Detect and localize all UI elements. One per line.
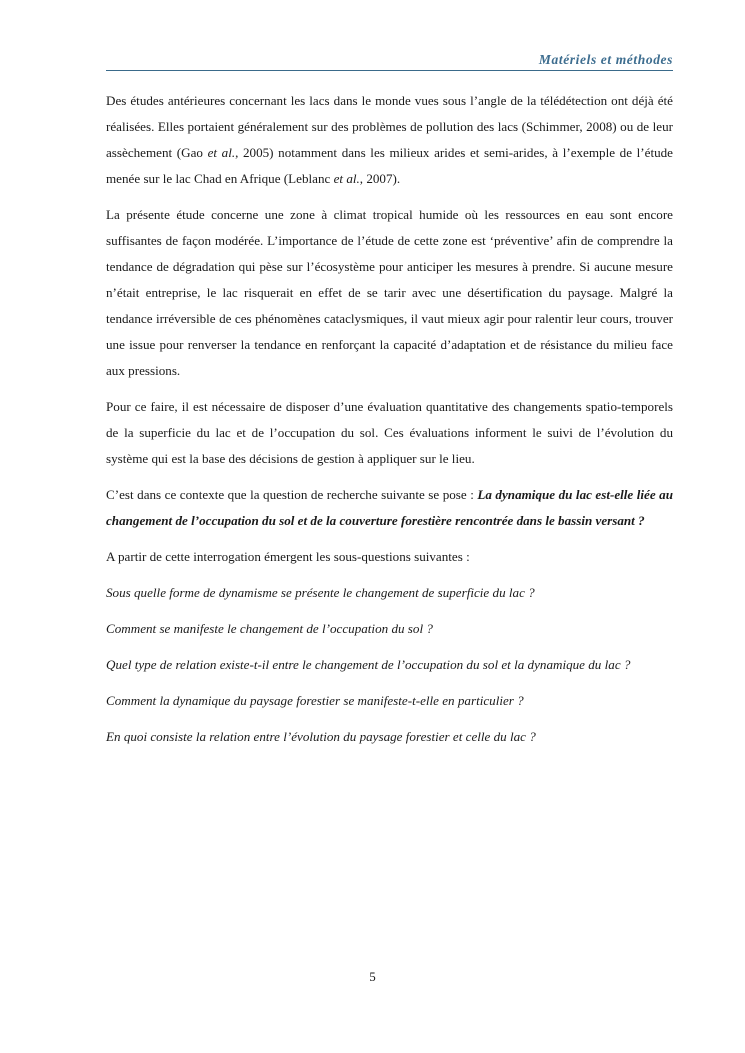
sub-question: Comment la dynamique du paysage forestier se manifeste-t-elle en particulier ? (106, 693, 524, 708)
sub-question: En quoi consiste la relation entre l’évolution du paysage forestier et celle du lac ? (106, 729, 536, 744)
running-header-title: Matériels et méthodes (538, 52, 673, 67)
sub-question: Comment se manifeste le changement de l’occupation du sol ? (106, 621, 433, 636)
paragraph-text: , 2005) notamment dans les milieux arides et semi-arides, à l’exemple de l’étude menée sur le lac Chad en Afrique (Leblanc (106, 145, 673, 186)
paragraph-evaluation: Pour ce faire, il est nécessaire de disposer d’une évaluation quantitative des changements spatio-temporels de la superficie du lac et de l’occupation du sol. Ces évaluations informent le suivi de l’évolution du système qui est la base des décisions de gestion à appliquer sur le lieu. (106, 399, 673, 466)
et-al-citation: et al. (207, 145, 236, 160)
paragraph-study-zone: La présente étude concerne une zone à climat tropical humide où les ressources en eau sont encore suffisantes de façon modérée. L’importance de l’étude de cette zone est ‘préventive’ afin de comprendre la tendance de dégradation qui pèse sur l’écosystème pour anticiper les mesures à prendre. Si aucune mesure n’était entreprise, le lac risquerait en effet de se tarir avec une désertification du paysage. Malgré la tendance irréversible de ces phénomènes cataclysmiques, il vaut mieux agir pour ralentir leur cours, trouver une issue pour renverser la tendance en renforçant la capacité d’adaptation et de résistance du milieu face aux pressions. (106, 207, 673, 378)
paragraph-previous-studies (106, 88, 673, 192)
sub-question: Sous quelle forme de dynamisme se présente le changement de superficie du lac ? (106, 585, 535, 600)
paragraph-text: C’est dans ce contexte que la question de recherche suivante se pose : (106, 487, 478, 502)
paragraph-sub-questions-intro: A partir de cette interrogation émergent les sous-questions suivantes : (106, 549, 470, 564)
paragraph-text: Des études antérieures concernant les lacs dans le monde vues sous l’angle de la télédétection ont déjà été réalisées. Elles portaient généralement sur des problèmes de pollution des lacs (Schimmer, 2008) ou de leur assèchement (Gao (106, 93, 673, 160)
paragraph-text: , 2007). (359, 171, 401, 186)
page-number: 5 (369, 969, 376, 984)
sub-question: Quel type de relation existe-t-il entre le changement de l’occupation du sol et la dynamique du lac ? (106, 657, 631, 672)
header-divider (106, 70, 673, 71)
et-al-citation: et al. (333, 171, 360, 186)
page-body (106, 88, 673, 760)
research-question: La dynamique du lac est-elle liée au changement de l’occupation du sol et de la couverture forestière rencontrée dans le bassin versant ? (106, 487, 673, 528)
paragraph-research-question (106, 482, 673, 534)
